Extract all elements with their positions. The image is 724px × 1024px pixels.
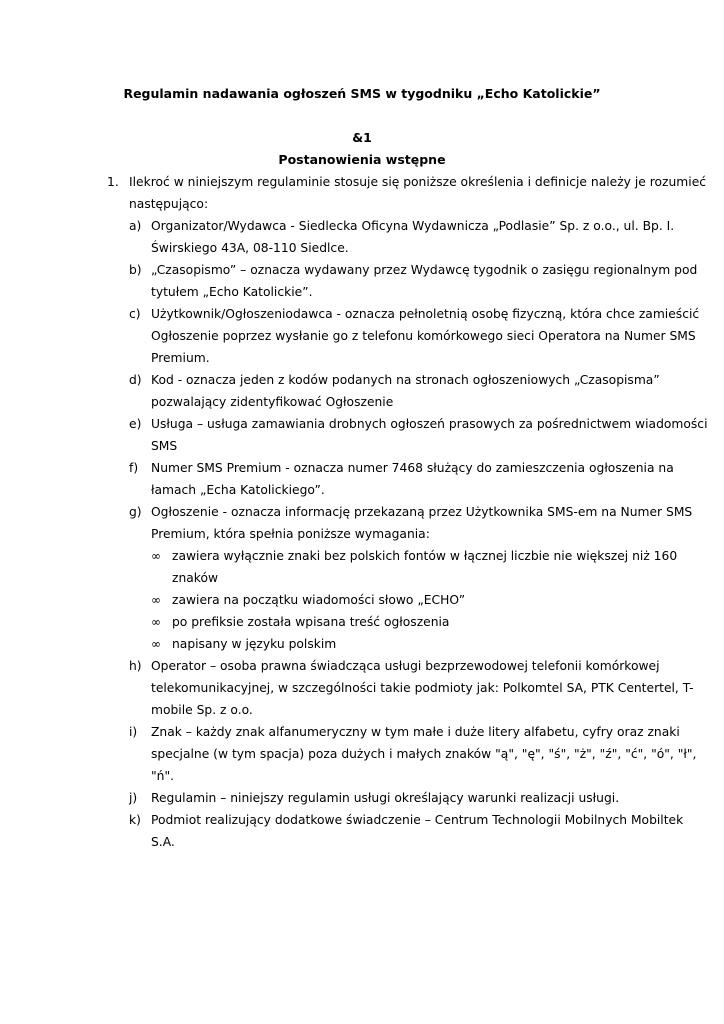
text-line: Ogłoszenie poprzez wysłanie go z telefonu komórkowego sieci Operatora na Numer SMS [151,329,696,343]
item-marker: h) [129,659,142,673]
item-marker: d) [129,373,142,387]
bullet-icon: ∞ [151,637,161,651]
text-line: Świrskiego 43A, 08-110 Siedlce. [151,241,349,255]
document-title: Regulamin nadawania ogłoszeń SMS w tygodniku „Echo Katolickie” [123,86,601,101]
text-line: następująco: [129,197,209,211]
text-line: po prefiksie została wpisana treść ogłoszenia [172,615,450,629]
text-line: łamach „Echa Katolickiego”. [151,483,325,497]
item-marker: c) [129,307,141,321]
text-line: Użytkownik/Ogłoszeniodawca - oznacza pełnoletnią osobę fizyczną, która chce zamieścić [151,307,700,321]
item-marker: k) [129,813,141,827]
text-line: Numer SMS Premium - oznacza numer 7468 służący do zamieszczenia ogłoszenia na [151,461,674,475]
text-line: tytułem „Echo Katolickie”. [151,285,313,299]
text-line: "ń". [151,769,175,783]
text-line: Premium, która spełnia poniższe wymagania: [151,527,430,541]
item-marker: j) [129,791,138,805]
text-line: zawiera na początku wiadomości słowo „ECHO” [172,593,466,607]
item-marker: a) [129,219,142,233]
text-line: Operator – osoba prawna świadcząca usługi bezprzewodowej telefonii komórkowej [151,659,660,673]
item-marker: i) [129,725,138,739]
section-title: Postanowienia wstępne [278,152,446,167]
item-marker: g) [129,505,142,519]
bullet-icon: ∞ [151,593,161,607]
item-marker: e) [129,417,142,431]
item-marker: f) [129,461,139,475]
text-line: zawiera wyłącznie znaki bez polskich fontów w łącznej liczbie nie większej niż 160 [172,549,678,563]
text-line: pozwalający zidentyfikować Ogłoszenie [151,395,394,409]
text-line: Ilekroć w niniejszym regulaminie stosuje się poniższe określenia i definicje należy je rozumieć [129,175,707,189]
text-line: telekomunikacyjnej, w szczególności takie podmioty jak: Polkomtel SA, PTK Centertel, T- [151,681,694,695]
bullet-icon: ∞ [151,615,161,629]
text-line: Ogłoszenie - oznacza informację przekazaną przez Użytkownika SMS-em na Numer SMS [151,505,693,519]
text-line: napisany w języku polskim [172,637,337,651]
section-number: &1 [352,130,372,145]
text-line: Organizator/Wydawca - Siedlecka Oficyna Wydawnicza „Podlasie” Sp. z o.o., ul. Bp. I. [151,219,675,233]
item-marker: b) [129,263,142,277]
text-line: SMS [151,439,178,453]
text-line: Premium. [151,351,210,365]
bullet-icon: ∞ [151,549,161,563]
text-line: S.A. [151,835,175,849]
text-line: znaków [172,571,219,585]
text-line: mobile Sp. z o.o. [151,703,253,717]
text-line: Podmiot realizujący dodatkowe świadczenie – Centrum Technologii Mobilnych Mobiltek [151,813,684,827]
text-line: Kod - oznacza jeden z kodów podanych na stronach ogłoszeniowych „Czasopisma” [151,373,660,387]
text-line: Znak – każdy znak alfanumeryczny w tym małe i duże litery alfabetu, cyfry oraz znaki [151,725,680,739]
point-marker: 1. [107,175,119,189]
text-line: Regulamin – niniejszy regulamin usługi określający warunki realizacji usługi. [151,791,620,805]
text-line: specjalne (w tym spacja) poza dużych i małych znaków "ą", "ę", "ś", "ż", "ź", "ć", "ó", "ł", [151,747,697,761]
text-line: Usługa – usługa zamawiania drobnych ogłoszeń prasowych za pośrednictwem wiadomości [151,417,708,431]
text-line: „Czasopismo” – oznacza wydawany przez Wydawcę tygodnik o zasięgu regionalnym pod [151,263,698,277]
